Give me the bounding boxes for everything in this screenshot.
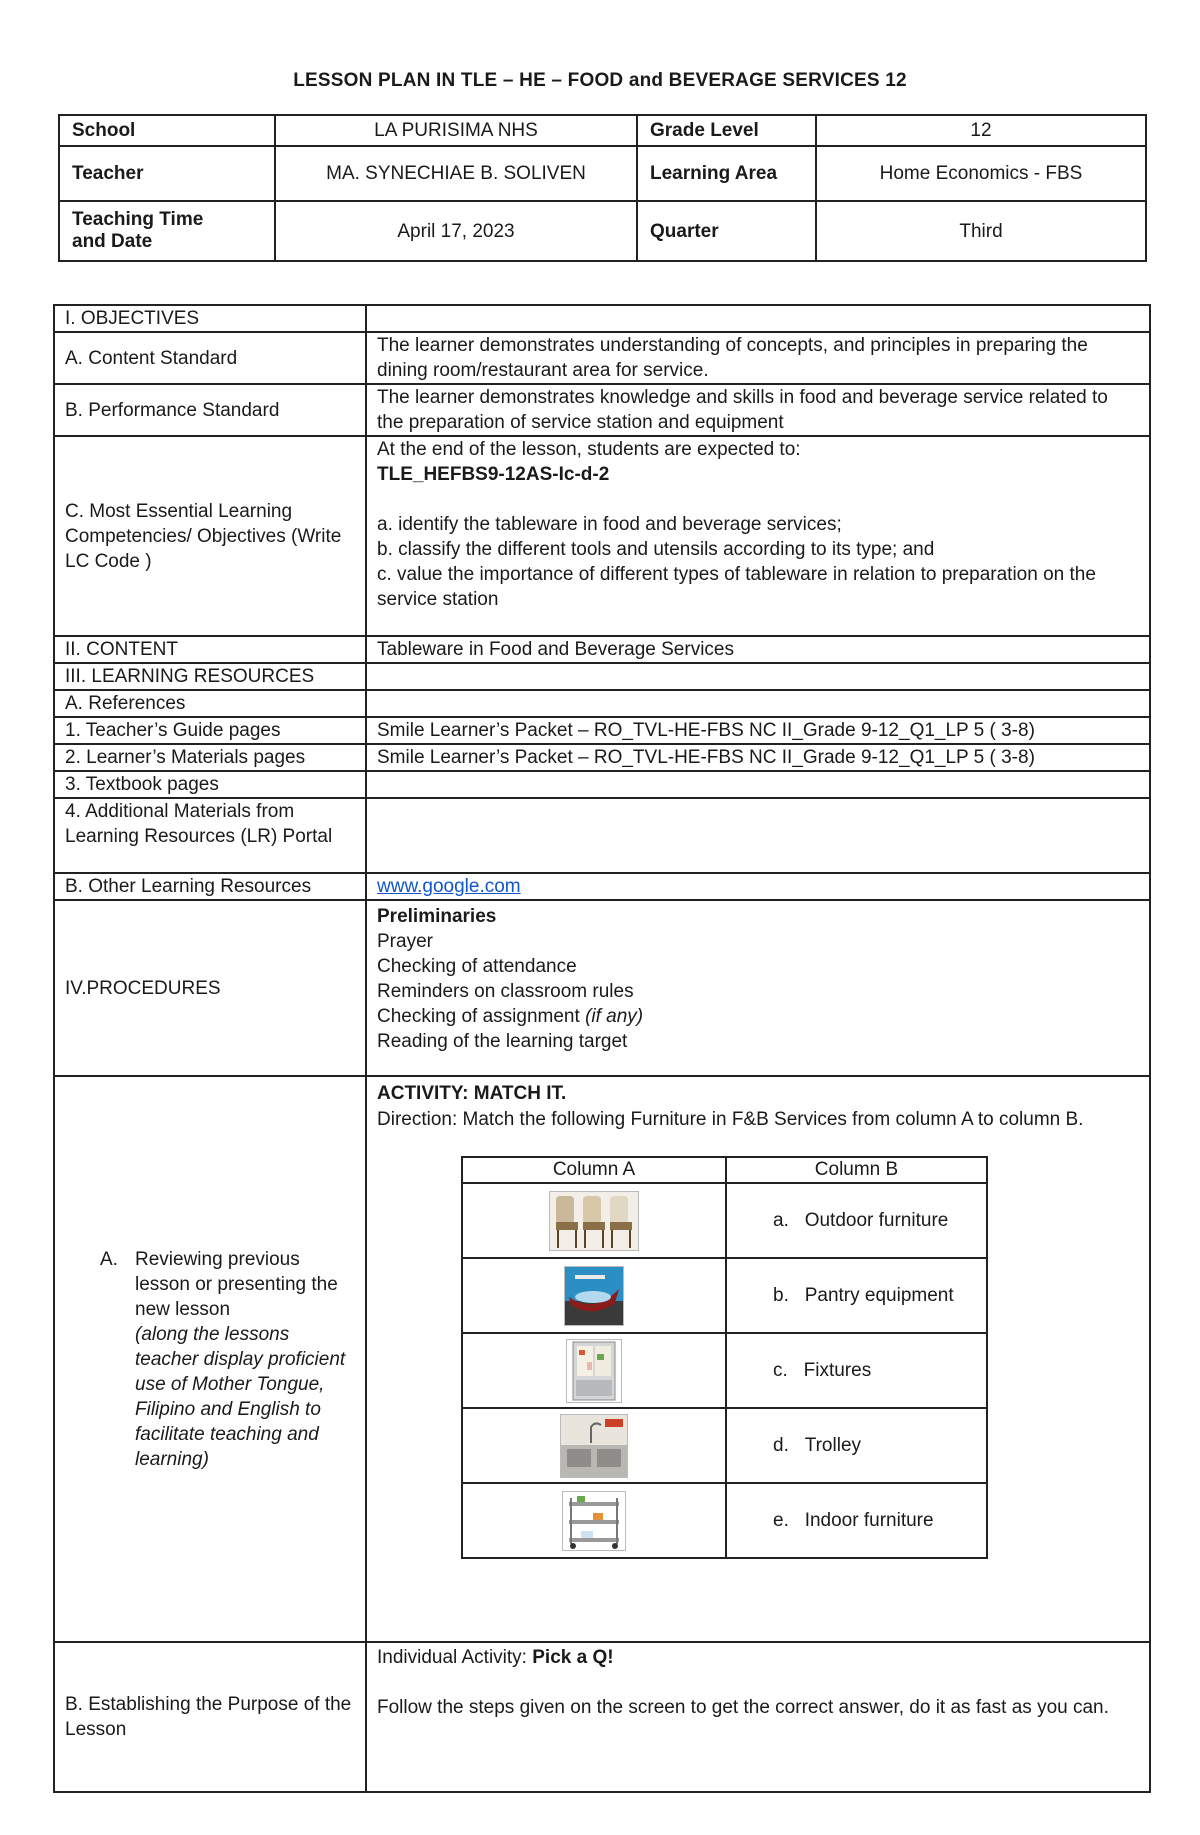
column-a-image-cell bbox=[462, 1408, 726, 1483]
service-trolley-image bbox=[562, 1491, 626, 1551]
purpose-value bbox=[366, 1642, 1150, 1792]
dining-chairs-image bbox=[549, 1191, 639, 1251]
option-label: Outdoor furniture bbox=[804, 1210, 949, 1231]
lesson-table bbox=[53, 304, 1151, 1793]
option-label: Fixtures bbox=[803, 1360, 872, 1381]
page-title: LESSON PLAN IN TLE – HE – FOOD and BEVERAGE SERVICES 12 bbox=[293, 70, 907, 91]
purpose-intro: Individual Activity: Pick a Q! bbox=[377, 1647, 614, 1668]
quarter-value: Third bbox=[816, 201, 1146, 261]
match-table bbox=[461, 1156, 988, 1559]
objectives-label: I. OBJECTIVES bbox=[54, 305, 366, 332]
column-b-header: Column B bbox=[726, 1157, 987, 1183]
review-item: A. Reviewing previous lesson or presenting the new lesson (along the lessons teacher display proficient use of Mother Tongue, Filipino and English to facilitate teaching and learning) bbox=[135, 1247, 355, 1472]
refrigerator-image bbox=[566, 1339, 622, 1403]
review-note: (along the lessons teacher display proficient use of Mother Tongue, Filipino and English to facilitate teaching and learning) bbox=[135, 1323, 346, 1470]
resources-label: III. LEARNING RESOURCES bbox=[54, 663, 366, 690]
activity-direction: Direction: Match the following Furniture in F&B Services from column A to column B. bbox=[377, 1109, 1084, 1130]
performance-standard-label: B. Performance Standard bbox=[54, 384, 366, 436]
references-value bbox=[366, 690, 1150, 717]
performance-standard-value: The learner demonstrates knowledge and skills in food and beverage service related to the preparation of service station and equipment bbox=[366, 384, 1150, 436]
review-label-cell bbox=[54, 1076, 366, 1642]
content-value: Tableware in Food and Beverage Services bbox=[366, 636, 1150, 663]
resources-value bbox=[366, 663, 1150, 690]
time-label bbox=[59, 201, 275, 261]
objectives-value bbox=[366, 305, 1150, 332]
column-b-option: b. Pantry equipment bbox=[726, 1258, 987, 1333]
column-b-option: e. Indoor furniture bbox=[726, 1483, 987, 1558]
preliminary-item: Checking of assignment (if any) bbox=[377, 1006, 644, 1027]
preliminary-item: Reminders on classroom rules bbox=[377, 981, 634, 1002]
column-a-header: Column A bbox=[462, 1157, 726, 1183]
procedures-value bbox=[366, 900, 1150, 1076]
additional-materials-label: 4. Additional Materials from Learning Resources (LR) Portal bbox=[54, 798, 366, 873]
purpose-label: B. Establishing the Purpose of the Lesson bbox=[54, 1642, 366, 1792]
school-value: LA PURISIMA NHS bbox=[275, 115, 637, 146]
area-label: Learning Area bbox=[637, 146, 816, 201]
date-value: April 17, 2023 bbox=[275, 201, 637, 261]
column-a-image-cell bbox=[462, 1183, 726, 1258]
area-value: Home Economics - FBS bbox=[816, 146, 1146, 201]
melc-intro: At the end of the lesson, students are expected to: bbox=[377, 439, 801, 460]
column-b-option: d. Trolley bbox=[726, 1408, 987, 1483]
other-resources-value bbox=[366, 873, 1150, 900]
melc-value bbox=[366, 436, 1150, 636]
melc-objective-a: a. identify the tableware in food and beverage services; bbox=[377, 514, 842, 535]
purpose-text: Follow the steps given on the screen to get the correct answer, do it as fast as you can. bbox=[377, 1697, 1109, 1718]
preliminary-item: Prayer bbox=[377, 931, 433, 952]
teachers-guide-value: Smile Learner’s Packet – RO_TVL-HE-FBS NC II_Grade 9-12_Q1_LP 5 ( 3-8) bbox=[366, 717, 1150, 744]
time-label-line-1: Teaching Time bbox=[72, 209, 204, 230]
learners-materials-value: Smile Learner’s Packet – RO_TVL-HE-FBS NC II_Grade 9-12_Q1_LP 5 ( 3-8) bbox=[366, 744, 1150, 771]
textbook-value bbox=[366, 771, 1150, 798]
grade-label: Grade Level bbox=[637, 115, 816, 146]
activity-cell bbox=[366, 1076, 1150, 1642]
grade-value: 12 bbox=[816, 115, 1146, 146]
references-label: A. References bbox=[54, 690, 366, 717]
column-a-image-cell bbox=[462, 1258, 726, 1333]
preliminary-item: Checking of attendance bbox=[377, 956, 577, 977]
procedures-label: IV.PROCEDURES bbox=[54, 900, 366, 1076]
melc-objective-b: b. classify the different tools and utensils according to its type; and bbox=[377, 539, 935, 560]
boat-bar-image bbox=[564, 1266, 624, 1326]
review-label: Reviewing previous lesson or presenting the new lesson bbox=[135, 1248, 338, 1320]
preliminary-item: Reading of the learning target bbox=[377, 1031, 628, 1052]
melc-objective-c: c. value the importance of different types of tableware in relation to preparation on the service station bbox=[377, 564, 1096, 610]
additional-materials-value bbox=[366, 798, 1150, 873]
column-b-option: c. Fixtures bbox=[726, 1333, 987, 1408]
option-label: Pantry equipment bbox=[804, 1285, 954, 1306]
sink-image bbox=[560, 1414, 628, 1478]
option-label: Indoor furniture bbox=[804, 1510, 934, 1531]
column-b-option: a. Outdoor furniture bbox=[726, 1183, 987, 1258]
column-a-image-cell bbox=[462, 1483, 726, 1558]
google-link[interactable]: www.google.com bbox=[377, 876, 521, 897]
other-resources-label: B. Other Learning Resources bbox=[54, 873, 366, 900]
melc-label: C. Most Essential Learning Competencies/ Objectives (Write LC Code ) bbox=[54, 436, 366, 636]
header-table bbox=[58, 114, 1147, 262]
content-label: II. CONTENT bbox=[54, 636, 366, 663]
content-standard-value: The learner demonstrates understanding of concepts, and principles in preparing the dining room/restaurant area for service. bbox=[366, 332, 1150, 384]
teacher-label: Teacher bbox=[59, 146, 275, 201]
column-a-image-cell bbox=[462, 1333, 726, 1408]
school-label: School bbox=[59, 115, 275, 146]
learners-materials-label: 2. Learner’s Materials pages bbox=[54, 744, 366, 771]
melc-code: TLE_HEFBS9-12AS-Ic-d-2 bbox=[377, 464, 610, 485]
quarter-label: Quarter bbox=[637, 201, 816, 261]
option-label: Trolley bbox=[804, 1435, 862, 1456]
textbook-label: 3. Textbook pages bbox=[54, 771, 366, 798]
activity-title: ACTIVITY: MATCH IT. bbox=[377, 1083, 567, 1104]
content-standard-label: A. Content Standard bbox=[54, 332, 366, 384]
preliminaries-title: Preliminaries bbox=[377, 906, 497, 927]
teacher-value: MA. SYNECHIAE B. SOLIVEN bbox=[275, 146, 637, 201]
time-label-line-2: and Date bbox=[72, 231, 153, 252]
teachers-guide-label: 1. Teacher’s Guide pages bbox=[54, 717, 366, 744]
